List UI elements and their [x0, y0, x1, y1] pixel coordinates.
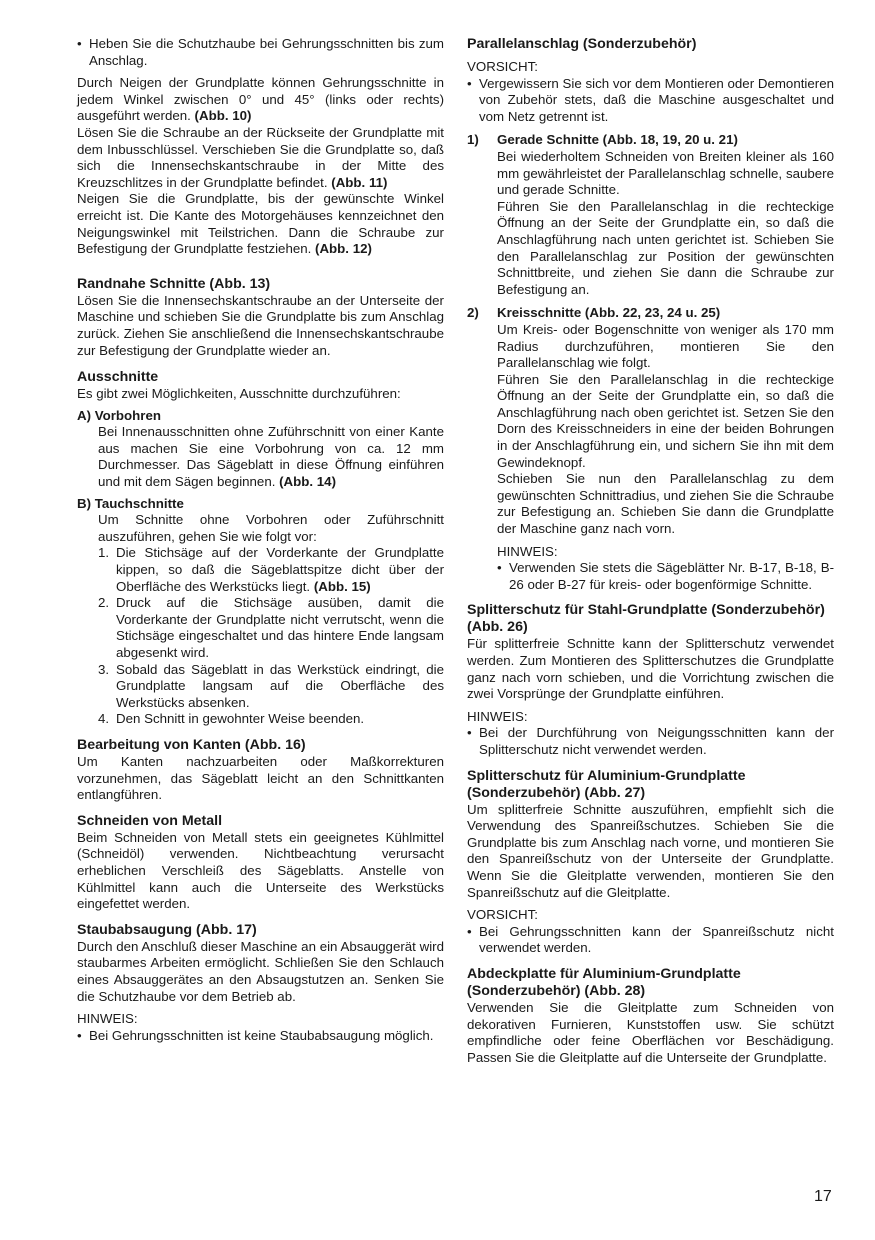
randnahe-text: Lösen Sie die Innensechskantschraube an der Unterseite der Maschine und schieben Sie die Grundplatte bis zum Anschlag zurück. Ziehen Sie anschließend die Innensechskantschraube zur Befestigung der Grundplatte wieder an. — [77, 292, 444, 358]
kreisschnitte-bullet: • Verwenden Sie stets die Sägeblätter Nr. B-17, B-18, B-26 oder B-27 für kreis- oder bogenförmige Schnitte. — [497, 560, 834, 592]
metall-text: Beim Schneiden von Metall stets ein geeignetes Kühlmittel (Schneidöl) verwenden. Nichtbeachtung verursacht erheblichen Verschleiß des Sägeblatts. Anstelle von Kühlmittel kann auch die Unterseite des Werkstücks eingefettet werden. — [77, 829, 444, 912]
alu-bullet: • Bei Gehrungsschnitten kann der Spanreißschutz nicht verwendet werden. — [467, 923, 834, 956]
list-item: 4. Den Schnitt in gewohnter Weise beenden. — [98, 711, 365, 727]
parallel-bullet: • Vergewissern Sie sich vor dem Montieren oder Demontieren von Zubehör stets, daß die Maschine ausgeschaltet und vom Netz getrennt ist. — [467, 75, 834, 124]
intro-bullet: • Heben Sie die Schutzhaube bei Gehrungsschnitten bis zum Anschlag. — [77, 36, 444, 68]
kreisschnitte-text-2: Führen Sie den Parallelanschlag in die rechteckige Öffnung an der Seite der Grundplatte ein, so daß die Anschlagführung nach oben gerichtet ist. Setzen Sie den Dorn des Kreisschneiders in eine der beiden Bohrungen in der Anschlagführung ein, und sichern Sie ihn mit dem Gewindeknopf. — [497, 371, 834, 470]
randnahe-heading: Randnahe Schnitte (Abb. 13) — [77, 275, 271, 292]
tauchschnitte-heading: B) Tauchschnitte — [77, 495, 184, 511]
gerade-schnitte-text-2: Führen Sie den Parallelanschlag in die rechteckige Öffnung an der Seite der Grundplatte ein, so daß die Anschlagführung nach unten gerichtet ist. Schieben Sie den Parallelanschlag zur Position der gewünschten Schnittbreite, und ziehen Sie dann die Schraube zur Befestigung an. — [497, 198, 834, 297]
gerade-schnitte-item: 1) Gerade Schnitte (Abb. 18, 19, 20 u. 21) Bei wiederholtem Schneiden von Breiten kleiner als 160 mm gewährleistet der Parallelanschlag schnelle, saubere und gerade Schnitte. Führen Sie den Parallelanschlag in die rechteckige Öffnung an der Seite der Grundplatte ein, so daß die Anschlagführung nach unten gerichtet ist. Schieben Sie den Parallelanschlag zur Position der gewünschten Schnittbreite, und ziehen Sie dann die Schraube zur Befestigung an. — [467, 132, 834, 297]
left-column — [77, 36, 444, 1044]
tauchschnitte-steps — [77, 545, 444, 728]
kreisschnitte-heading: Kreisschnitte (Abb. 22, 23, 24 u. 25) — [497, 305, 721, 321]
abdeck-heading: Abdeckplatte für Aluminium-Grundplatte (Sonderzubehör) (Abb. 28) — [467, 965, 741, 999]
stahl-text: Für splitterfreie Schnitte kann der Splitterschutz verwendet werden. Zum Montieren des Splitterschutzes die Grundplatte ganz nach vorn schieben, und die Vorrichtung zwischen die zwei Vorsprünge der Grundplatte einführen. — [467, 636, 834, 702]
kanten-text: Um Kanten nachzuarbeiten oder Maßkorrekturen vorzunehmen, das Sägeblatt leicht an den Schnittkanten entlangführen. — [77, 753, 444, 803]
kreisschnitte-text-1: Um Kreis- oder Bogenschnitte von weniger als 170 mm Radius durchzuführen, montieren Sie den Parallelanschlag wie folgt. — [497, 321, 834, 371]
ausschnitte-heading: Ausschnitte — [77, 369, 159, 386]
page-number: 17 — [814, 1188, 832, 1205]
parallel-vorsicht: VORSICHT: — [467, 59, 538, 74]
alu-vorsicht: VORSICHT: — [467, 907, 538, 923]
gerade-schnitte-text-1: Bei wiederholtem Schneiden von Breiten kleiner als 160 mm gewährleistet der Parallelanschlag schnelle, saubere und gerade Schnitte. — [497, 148, 834, 198]
stahl-bullet: • Bei der Durchführung von Neigungsschnitten kann der Splitterschutz nicht verwendet werden. — [467, 725, 834, 757]
stahl-heading: Splitterschutz für Stahl-Grundplatte (Sonderzubehör) (Abb. 26) — [467, 602, 825, 636]
abdeck-text: Verwenden Sie die Gleitplatte zum Schneiden von dekorativen Furnieren, Kunststoffen usw. Sie schützt empfindliche oder feine Oberflächen vor Beschädigung. Passen Sie die Gleitplatte auf die Unterseite der Grundplatte. — [467, 999, 834, 1065]
kreisschnitte-item: 2) Kreisschnitte (Abb. 22, 23, 24 u. 25) Um Kreis- oder Bogenschnitte von weniger als 170 mm Radius durchzuführen, montieren Sie den Parallelanschlag wie folgt. Führen Sie den Parallelanschlag in die rechteckige Öffnung an der Seite der Grundplatte ein, so daß die Anschlagführung nach oben gerichtet ist. Setzen Sie den Dorn des Kreisschneiders in eine der beiden Bohrungen in der Anschlagführung ein, und sichern Sie ihn mit dem Gewindeknopf. Schieben Sie nun den Parallelanschlag zu dem gewünschten Schnittradius, und ziehen Sie die Schraube zur Befestigung an. Schieben Sie dann die Grundplatte der Maschine ganz nach vorn. HINWEIS: • Verwenden Sie stets die Sägeblätter Nr. B-17, B-18, B-26 oder B-27 für kreis- oder bogenförmige Schnitte. — [467, 305, 834, 592]
ausschnitte-text: Es gibt zwei Möglichkeiten, Ausschnitte durchzuführen: — [77, 386, 401, 402]
vorbohren-text: Bei Innenausschnitten ohne Zuführschnitt von einer Kante aus machen Sie eine Vorbohrung von ca. 12 mm Durchmesser. Das Sägeblatt in diese Öffnung einführen und mit dem Sägen beginnen. (Abb. 14) — [98, 424, 444, 490]
staub-text: Durch den Anschluß dieser Maschine an ein Absauggerät wird staubarmes Arbeiten ermöglicht. Schließen Sie den Schlauch eines Absauggerätes an den Absaugstutzen an. Senken Sie die Schutzhaube vor dem Betrieb ab. — [77, 938, 444, 1004]
list-item: 1. Die Stichsäge auf der Vorderkante der Grundplatte kippen, so daß die Sägeblattspitze dicht über der Oberfläche des Werkstücks liegt. (Abb. 15) — [98, 545, 444, 594]
right-column — [467, 36, 834, 1066]
bevel-paragraph: Durch Neigen der Grundplatte können Gehrungsschnitte in jedem Winkel zwischen 0° und 45° (links oder rechts) ausgeführt werden. (Abb. 10) — [77, 75, 444, 124]
kanten-heading: Bearbeitung von Kanten (Abb. 16) — [77, 736, 306, 753]
stahl-hinweis: HINWEIS: — [467, 708, 528, 724]
staub-heading: Staubabsaugung (Abb. 17) — [77, 921, 257, 938]
list-item: 3. Sobald das Sägeblatt in das Werkstück eindringt, die Grundplatte langsam auf die Oberfläche des Werkstücks absenken. — [98, 661, 444, 710]
kreisschnitte-hinweis: HINWEIS: — [497, 543, 558, 559]
vorbohren-heading: A) Vorbohren — [77, 407, 161, 423]
tilt-paragraph: Neigen Sie die Grundplatte, bis der gewünschte Winkel erreicht ist. Die Kante des Motorgehäuses kennzeichnet den Neigungswinkel mit Teilstrichen. Dann die Schraube zur Befestigung der Grundplatte festziehen. (Abb. 12) — [77, 191, 444, 257]
alu-heading: Splitterschutz für Aluminium-Grundplatte (Sonderzubehör) (Abb. 27) — [467, 767, 746, 801]
staub-bullet: • Bei Gehrungsschnitten ist keine Staubabsaugung möglich. — [77, 1027, 434, 1043]
gerade-schnitte-heading: Gerade Schnitte (Abb. 18, 19, 20 u. 21) — [497, 132, 738, 148]
kreisschnitte-text-3: Schieben Sie nun den Parallelanschlag zu dem gewünschten Schnittradius, und ziehen Sie die Schraube zur Befestigung an. Schieben Sie dann die Grundplatte der Maschine ganz nach vorn. — [497, 471, 834, 537]
list-item: 2. Druck auf die Stichsäge ausüben, damit die Vorderkante der Grundplatte nicht verrutscht, wenn die Stichsäge eingeschaltet und das hintere Ende langsam abgesenkt wird. — [98, 595, 444, 660]
parallel-heading: Parallelanschlag (Sonderzubehör) — [467, 36, 697, 52]
screw-paragraph: Lösen Sie die Schraube an der Rückseite der Grundplatte mit dem Inbusschlüssel. Verschieben Sie die Grundplatte so, daß sich die Innensechskantschraube in der Mitte des Kreuzschlitzes in der Grundplatte befindet. (Abb. 11) — [77, 124, 444, 190]
staub-hinweis: HINWEIS: — [77, 1011, 138, 1027]
metall-heading: Schneiden von Metall — [77, 812, 223, 829]
alu-text: Um splitterfreie Schnitte auszuführen, empfiehlt sich die Verwendung des Spanreißschutzes. Schieben Sie die Grundplatte bis zum Anschlag nach vorne, und montieren Sie den Spanreißschutz von der Unterseite der Grundplatte. Wenn Sie die Gleitplatte verwenden, montieren Sie den Spanreißschutz auf die Gleitplatte. — [467, 801, 834, 900]
tauchschnitte-text: Um Schnitte ohne Vorbohren oder Zuführschnitt auszuführen, gehen Sie wie folgt vor: — [98, 512, 444, 544]
